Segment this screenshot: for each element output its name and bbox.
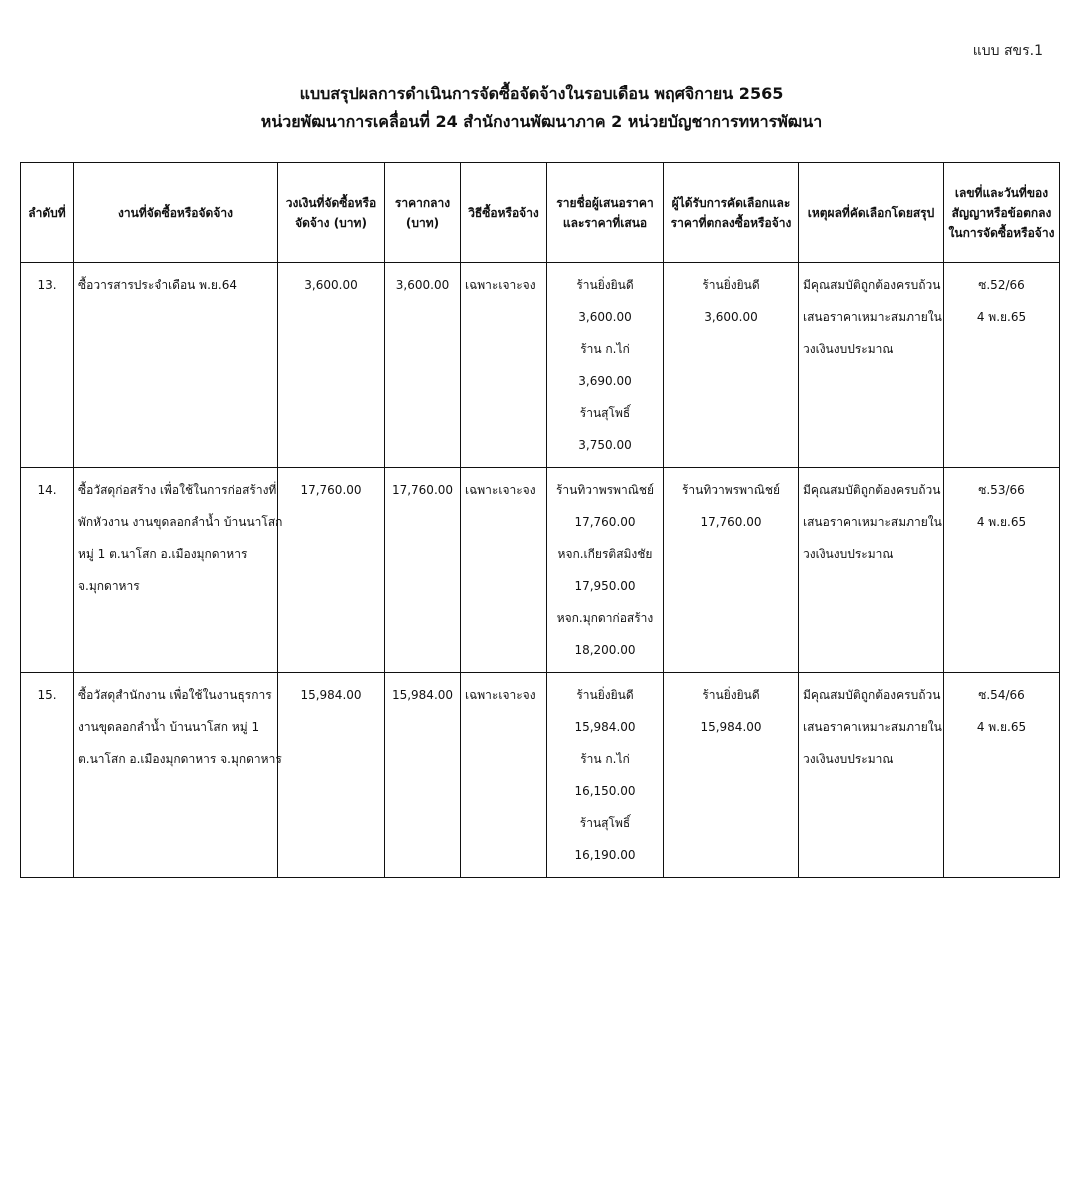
document-title: แบบสรุปผลการดำเนินการจัดซื้อจัดจ้างในรอบเดือน พฤศจิกายน 2565 — [299, 84, 784, 103]
bidder-name: ร้าน ก.ไก่ — [580, 342, 630, 356]
winner-price: 17,760.00 — [700, 515, 762, 529]
item-line: ซื้อวัสดุสำนักงาน เพื่อใช้ในงานธุรการ — [78, 688, 272, 702]
row-method: เฉพาะเจาะจง — [461, 673, 547, 878]
table-row — [21, 263, 1060, 468]
bidder-name: หจก.เกียรติสมิงชัย — [557, 547, 653, 561]
row-budget: 15,984.00 — [278, 673, 385, 878]
reason-line: วงเงินงบประมาณ — [803, 752, 894, 766]
header-contract-line: ในการจัดซื้อหรือจ้าง — [948, 225, 1055, 240]
row-winner — [664, 673, 799, 878]
row-contract — [944, 263, 1060, 468]
row-reason — [799, 263, 944, 468]
reason-line: เสนอราคาเหมาะสมภายใน — [803, 515, 942, 529]
header-bidders — [547, 163, 664, 263]
row-median-price: 15,984.00 — [385, 673, 461, 878]
header-median-line: (บาท) — [405, 215, 440, 230]
item-line: พักหัวงาน งานขุดลอกลำน้ำ บ้านนาโสก — [78, 515, 283, 529]
reason-line: มีคุณสมบัติถูกต้องครบถ้วน — [803, 688, 941, 702]
row-budget: 17,760.00 — [278, 468, 385, 673]
header-winner-line: ราคาที่ตกลงซื้อหรือจ้าง — [670, 215, 792, 230]
row-number: 15. — [21, 673, 74, 878]
row-method: เฉพาะเจาะจง — [461, 263, 547, 468]
procurement-table — [20, 162, 1060, 878]
row-item — [74, 263, 278, 468]
reason-line: มีคุณสมบัติถูกต้องครบถ้วน — [803, 483, 941, 497]
bidder-name: ร้านสุโพธิ์ — [579, 816, 631, 830]
header-reason: เหตุผลที่คัดเลือกโดยสรุป — [799, 163, 944, 263]
contract-number: ซ.54/66 — [978, 688, 1025, 702]
table-row — [21, 468, 1060, 673]
contract-date: 4 พ.ย.65 — [976, 515, 1027, 529]
contract-number: ซ.52/66 — [978, 278, 1025, 292]
bidder-price: 3,600.00 — [578, 310, 632, 324]
header-method: วิธีซื้อหรือจ้าง — [461, 163, 547, 263]
reason-line: เสนอราคาเหมาะสมภายใน — [803, 310, 942, 324]
winner-price: 15,984.00 — [700, 720, 762, 734]
winner-price: 3,600.00 — [704, 310, 758, 324]
header-median-price — [385, 163, 461, 263]
bidder-price: 16,190.00 — [574, 848, 636, 862]
header-contract-line: สัญญาหรือข้อตกลง — [951, 205, 1052, 220]
bidder-name: ร้านสุโพธิ์ — [579, 406, 631, 420]
table-header-row — [21, 163, 1060, 263]
reason-line: วงเงินงบประมาณ — [803, 342, 894, 356]
bidder-name: ร้านยิ่งยินดี — [576, 688, 634, 702]
row-median-price: 3,600.00 — [385, 263, 461, 468]
bidder-price: 16,150.00 — [574, 784, 636, 798]
header-contract-line: เลขที่และวันที่ของ — [954, 185, 1049, 200]
winner-name: ร้านยิ่งยินดี — [702, 278, 760, 292]
table-row — [21, 673, 1060, 878]
bidder-price: 18,200.00 — [574, 643, 636, 657]
row-winner — [664, 263, 799, 468]
bidder-name: ร้านทิวาพรพาณิชย์ — [555, 483, 655, 497]
row-number: 13. — [21, 263, 74, 468]
row-number: 14. — [21, 468, 74, 673]
bidder-name: ร้าน ก.ไก่ — [580, 752, 630, 766]
item-line: ซื้อวารสารประจำเดือน พ.ย.64 — [78, 278, 238, 292]
header-contract — [944, 163, 1060, 263]
item-line: หมู่ 1 ต.นาโสก อ.เมืองมุกดาหาร — [78, 547, 248, 561]
row-budget: 3,600.00 — [278, 263, 385, 468]
winner-name: ร้านทิวาพรพาณิชย์ — [681, 483, 781, 497]
form-code: แบบ สขร.1 — [972, 43, 1043, 59]
row-bidders — [547, 263, 664, 468]
row-item — [74, 468, 283, 673]
bidder-price: 3,690.00 — [578, 374, 632, 388]
row-contract — [944, 673, 1060, 878]
header-winner — [664, 163, 799, 263]
reason-line: เสนอราคาเหมาะสมภายใน — [803, 720, 942, 734]
row-bidders — [547, 468, 664, 673]
bidder-price: 17,760.00 — [574, 515, 636, 529]
header-median-line: ราคากลาง — [394, 195, 451, 210]
row-bidders — [547, 673, 664, 878]
document-titles — [0, 80, 1083, 136]
reason-line: มีคุณสมบัติถูกต้องครบถ้วน — [803, 278, 941, 292]
row-median-price: 17,760.00 — [385, 468, 461, 673]
item-line: จ.มุกดาหาร — [78, 579, 140, 593]
document-subtitle: หน่วยพัฒนาการเคลื่อนที่ 24 สำนักงานพัฒนาภาค 2 หน่วยบัญชาการทหารพัฒนา — [260, 112, 823, 131]
bidder-price: 3,750.00 — [578, 438, 632, 452]
bidder-price: 17,950.00 — [574, 579, 636, 593]
contract-date: 4 พ.ย.65 — [976, 310, 1027, 324]
bidder-name: หจก.มุกดาก่อสร้าง — [556, 611, 654, 625]
header-no: ลำดับที่ — [21, 163, 74, 263]
header-bidders-line: รายชื่อผู้เสนอราคา — [556, 195, 654, 210]
item-line: ซื้อวัสดุก่อสร้าง เพื่อใช้ในการก่อสร้างที่ — [78, 483, 277, 497]
header-winner-line: ผู้ได้รับการคัดเลือกและ — [671, 195, 791, 210]
row-reason — [799, 673, 944, 878]
reason-line: วงเงินงบประมาณ — [803, 547, 894, 561]
header-budget-line: จัดจ้าง (บาท) — [295, 215, 367, 230]
row-item — [74, 673, 282, 878]
row-method: เฉพาะเจาะจง — [461, 468, 547, 673]
header-budget-line: วงเงินที่จัดซื้อหรือ — [285, 195, 377, 210]
header-budget — [278, 163, 385, 263]
contract-date: 4 พ.ย.65 — [976, 720, 1027, 734]
header-bidders-line: และราคาที่เสนอ — [562, 215, 648, 230]
winner-name: ร้านยิ่งยินดี — [702, 688, 760, 702]
bidder-name: ร้านยิ่งยินดี — [576, 278, 634, 292]
item-line: งานขุดลอกลำน้ำ บ้านนาโสก หมู่ 1 — [78, 720, 260, 734]
item-line: ต.นาโสก อ.เมืองมุกดาหาร จ.มุกดาหาร — [78, 752, 282, 766]
row-contract — [944, 468, 1060, 673]
row-winner — [664, 468, 799, 673]
header-item: งานที่จัดซื้อหรือจัดจ้าง — [74, 163, 278, 263]
bidder-price: 15,984.00 — [574, 720, 636, 734]
contract-number: ซ.53/66 — [978, 483, 1025, 497]
row-reason — [799, 468, 944, 673]
